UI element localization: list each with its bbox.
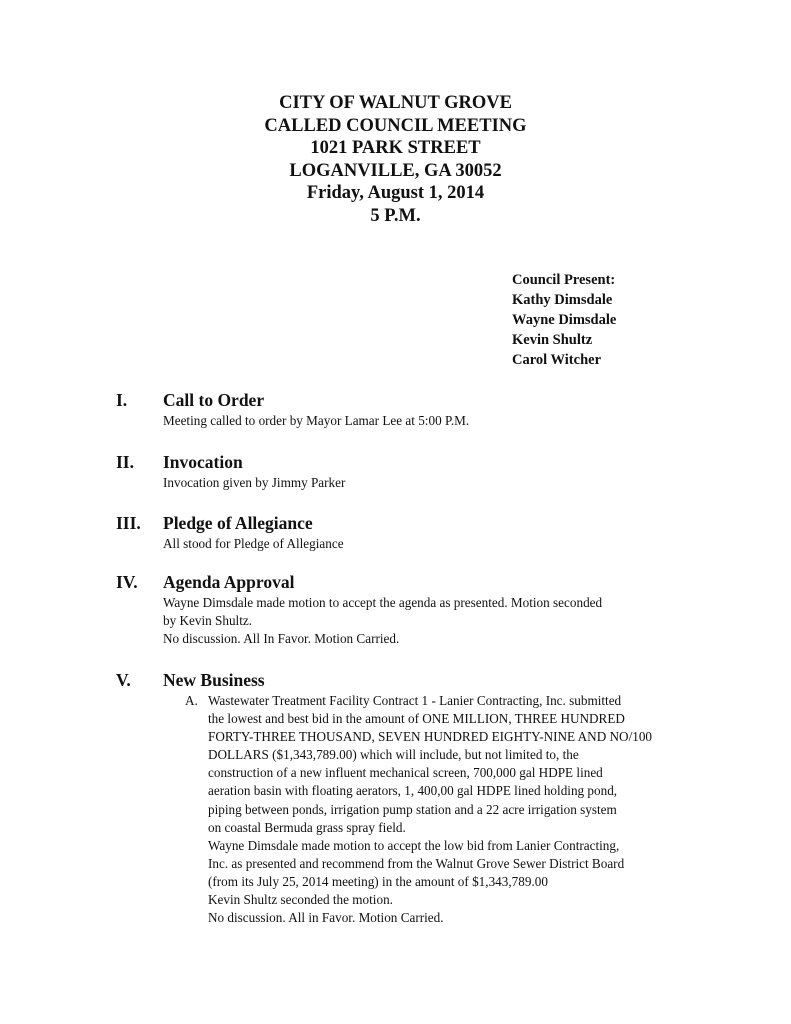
- item-line: the lowest and best bid in the amount of ONE MILLION, THREE HUNDRED: [208, 711, 625, 727]
- meeting-date: Friday, August 1, 2014: [306, 183, 485, 203]
- item-line: (from its July 25, 2014 meeting) in the amount of $1,343,789.00: [208, 873, 548, 889]
- section-title: New Business: [163, 670, 265, 690]
- body-line: Wayne Dimsdale made motion to accept the agenda as presented. Motion seconded: [163, 595, 603, 610]
- meeting-time: 5 P.M.: [370, 205, 421, 226]
- item-marker: A.: [185, 693, 198, 708]
- body-line: Invocation given by Jimmy Parker: [163, 475, 346, 490]
- address-city: LOGANVILLE, GA 30052: [289, 160, 502, 181]
- council-present-block: [512, 270, 616, 370]
- meeting-type: CALLED COUNCIL MEETING: [264, 115, 527, 136]
- section-number: V.: [116, 670, 131, 690]
- item-line: Wayne Dimsdale made motion to accept the low bid from Lanier Contracting,: [208, 837, 620, 853]
- section-body: [163, 535, 723, 553]
- item-line: DOLLARS ($1,343,789.00) which will include, but not limited to, the: [208, 747, 579, 763]
- council-present-heading: Council Present:: [512, 272, 616, 288]
- section-body: [163, 474, 723, 492]
- item-line: construction of a new influent mechanical screen, 700,000 gal HDPE lined: [208, 765, 603, 781]
- city-name: CITY OF WALNUT GROVE: [279, 93, 512, 113]
- section-title: Call to Order: [163, 390, 265, 410]
- council-member: Kevin Shultz: [512, 332, 593, 348]
- council-member: Wayne Dimsdale: [512, 312, 617, 328]
- section-body: [163, 594, 723, 648]
- item-line: FORTY-THREE THOUSAND, SEVEN HUNDRED EIGHTY-NINE AND NO/100: [208, 729, 653, 745]
- body-line: by Kevin Shultz.: [163, 613, 253, 629]
- section-number: II.: [116, 452, 134, 472]
- item-line: Inc. as presented and recommend from the Walnut Grove Sewer District Board: [208, 855, 625, 871]
- section-body: [163, 412, 723, 430]
- item-line: piping between ponds, irrigation pump station and a 22 acre irrigation system: [208, 801, 617, 817]
- section-title: Invocation: [163, 452, 243, 472]
- body-line: No discussion. All In Favor. Motion Carried.: [163, 631, 400, 647]
- item-line: Kevin Shultz seconded the motion.: [208, 892, 393, 908]
- address-street: 1021 PARK STREET: [310, 138, 481, 158]
- item-line: aeration basin with floating aerators, 1, 400,00 gal HDPE lined holding pond,: [208, 783, 618, 799]
- item-line: Wastewater Treatment Facility Contract 1 - Lanier Contracting, Inc. submitted: [208, 693, 622, 708]
- item-line: on coastal Bermuda grass spray field.: [208, 819, 406, 835]
- section-title: Pledge of Allegiance: [163, 513, 313, 533]
- meeting-header: [0, 92, 791, 227]
- item-content: [208, 692, 652, 927]
- section-number: III.: [116, 513, 141, 533]
- section-title: Agenda Approval: [163, 572, 295, 592]
- council-member: Carol Witcher: [512, 352, 602, 368]
- section-number: IV.: [116, 572, 138, 592]
- section-number: I.: [116, 390, 128, 410]
- council-member: Kathy Dimsdale: [512, 292, 613, 308]
- body-line: All stood for Pledge of Allegiance: [163, 536, 344, 551]
- body-line: Meeting called to order by Mayor Lamar Lee at 5:00 P.M.: [163, 413, 470, 428]
- item-line: No discussion. All in Favor. Motion Carried.: [208, 910, 444, 926]
